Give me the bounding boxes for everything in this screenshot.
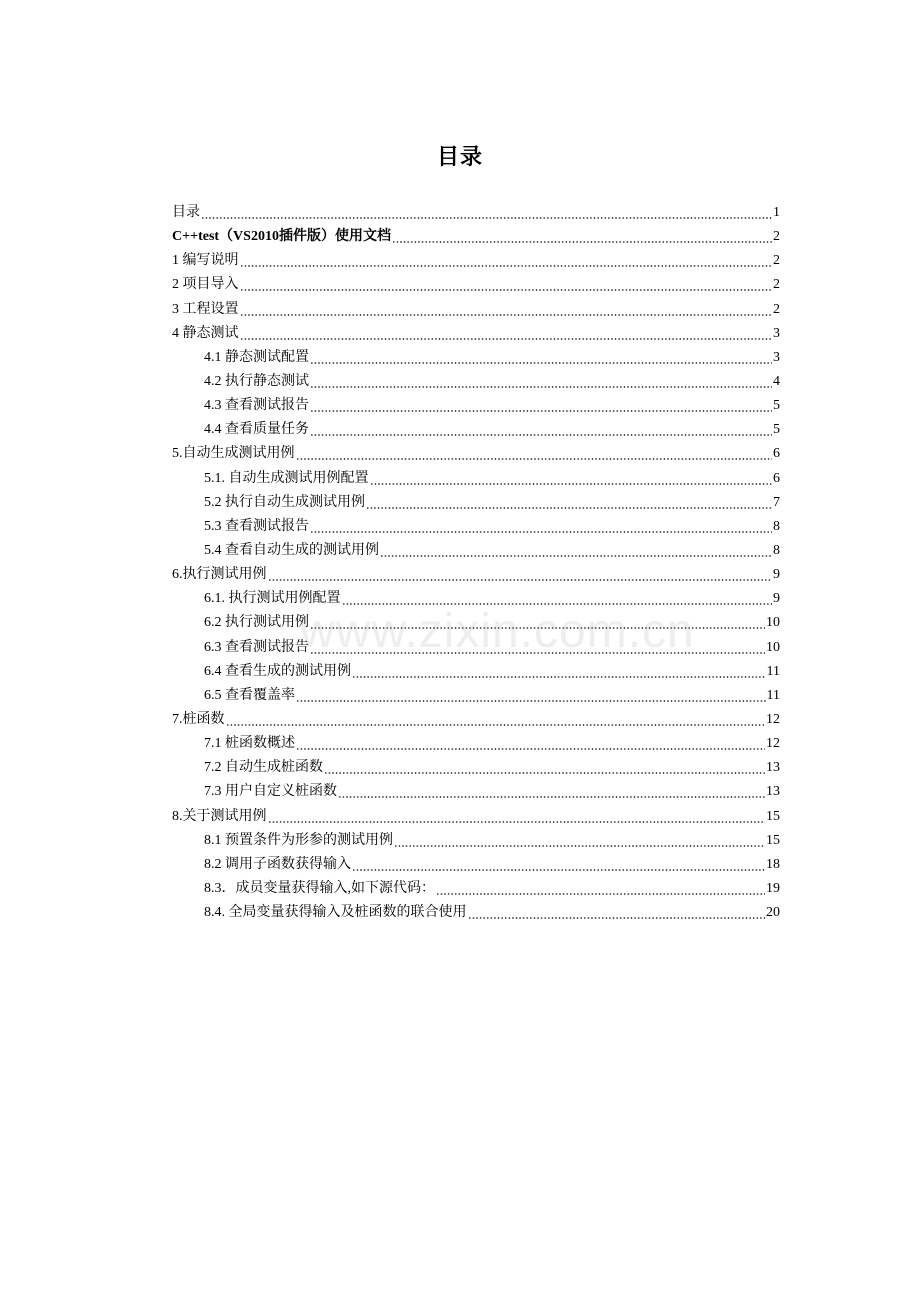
toc-entry-page-number: 7 bbox=[773, 494, 780, 510]
toc-entry-page-number: 13 bbox=[766, 760, 780, 776]
toc-entry-label: 5.3 查看测试报告 bbox=[204, 518, 309, 534]
dot-leader bbox=[338, 795, 765, 799]
toc-entry-page-number: 2 bbox=[773, 229, 780, 245]
toc-entry-label: 4.3 查看测试报告 bbox=[204, 398, 309, 414]
toc-entry[interactable] bbox=[172, 467, 780, 491]
toc-entry[interactable] bbox=[172, 394, 780, 418]
page-title: 目录 bbox=[436, 145, 483, 170]
toc-entry-label: 8.4. 全局变量获得输入及桩函数的联合使用 bbox=[204, 905, 467, 921]
toc-entry[interactable] bbox=[172, 732, 780, 756]
toc-entry-page-number: 12 bbox=[766, 711, 780, 727]
toc-entry-page-number: 12 bbox=[766, 736, 780, 752]
toc-entry-label: 6.1. 执行测试用例配置 bbox=[204, 591, 341, 607]
dot-leader bbox=[436, 892, 765, 896]
toc-entry-label: 8.3．成员变量获得输入,如下源代码： bbox=[204, 880, 435, 896]
toc-entry[interactable] bbox=[172, 877, 780, 901]
dot-leader bbox=[352, 868, 765, 872]
dot-leader bbox=[296, 747, 765, 751]
dot-leader bbox=[268, 820, 766, 824]
dot-leader bbox=[268, 578, 773, 582]
dot-leader bbox=[240, 288, 773, 292]
toc-entry-label: 8.1 预置条件为形参的测试用例 bbox=[204, 832, 393, 848]
toc-entry-label: 5.2 执行自动生成测试用例 bbox=[204, 494, 365, 510]
toc-entry-page-number: 20 bbox=[766, 905, 780, 921]
dot-leader bbox=[324, 771, 765, 775]
watermark: www.zixin.com.cn bbox=[300, 605, 695, 658]
dot-leader bbox=[310, 361, 772, 365]
toc-entry-page-number: 8 bbox=[773, 542, 780, 558]
toc-entry-label: 8.2 调用子函数获得输入 bbox=[204, 856, 351, 872]
toc-entry-page-number: 9 bbox=[773, 591, 780, 607]
toc-entry-page-number: 1 bbox=[773, 205, 780, 220]
toc-entry-label: 7.2 自动生成桩函数 bbox=[204, 760, 323, 776]
dot-leader bbox=[310, 433, 772, 437]
toc-entry[interactable] bbox=[172, 418, 780, 442]
toc-entry-label: 5.1. 自动生成测试用例配置 bbox=[204, 470, 369, 486]
dot-leader bbox=[240, 313, 773, 317]
toc-entry-label: 1 编写说明 bbox=[172, 253, 239, 269]
toc-entry[interactable] bbox=[172, 853, 780, 877]
toc-entry-page-number: 9 bbox=[773, 567, 780, 583]
dot-leader bbox=[310, 530, 772, 534]
toc-entry-label: 2 项目导入 bbox=[172, 277, 239, 293]
dot-leader bbox=[310, 651, 765, 655]
toc-entry-label: 6.2 执行测试用例 bbox=[204, 615, 309, 631]
dot-leader bbox=[296, 457, 773, 461]
toc-entry[interactable] bbox=[172, 587, 780, 611]
toc-entry-page-number: 6 bbox=[773, 470, 780, 486]
dot-leader bbox=[226, 723, 766, 727]
toc-entry-page-number: 4 bbox=[773, 373, 780, 389]
toc-entry[interactable] bbox=[172, 249, 780, 273]
toc-entry-label: 5.自动生成测试用例 bbox=[172, 446, 295, 462]
toc-entry-page-number: 15 bbox=[766, 808, 780, 824]
toc-entry-label: C++test（VS2010插件版）使用文档 bbox=[172, 229, 391, 245]
dot-leader bbox=[468, 916, 766, 920]
dot-leader bbox=[366, 506, 772, 510]
toc-entry-page-number: 11 bbox=[766, 687, 780, 703]
toc-entry-label: 5.4 查看自动生成的测试用例 bbox=[204, 542, 379, 558]
dot-leader bbox=[342, 602, 773, 606]
dot-leader bbox=[296, 699, 766, 703]
toc-entry[interactable] bbox=[172, 708, 780, 732]
toc-entry-page-number: 2 bbox=[773, 277, 780, 293]
toc-entry-label: 4.1 静态测试配置 bbox=[204, 349, 309, 365]
dot-leader bbox=[370, 482, 773, 486]
toc-entry[interactable] bbox=[172, 370, 780, 394]
toc-entry-label: 6.3 查看测试报告 bbox=[204, 639, 309, 655]
toc-entry-label: 6.执行测试用例 bbox=[172, 567, 267, 583]
toc-entry-page-number: 8 bbox=[773, 518, 780, 534]
toc-entry[interactable] bbox=[172, 491, 780, 515]
toc-entry[interactable] bbox=[172, 346, 780, 370]
toc-entry-label: 4.4 查看质量任务 bbox=[204, 422, 309, 438]
dot-leader bbox=[380, 554, 772, 558]
toc-entry-page-number: 10 bbox=[766, 615, 780, 631]
toc-entry[interactable] bbox=[172, 201, 780, 225]
toc-entry[interactable] bbox=[172, 322, 780, 346]
toc-entry-page-number: 5 bbox=[773, 398, 780, 414]
dot-leader bbox=[240, 337, 773, 341]
table-of-contents bbox=[172, 201, 780, 925]
dot-leader bbox=[310, 409, 772, 413]
toc-entry[interactable] bbox=[172, 901, 780, 925]
toc-entry[interactable] bbox=[172, 660, 780, 684]
toc-entry-page-number: 11 bbox=[766, 663, 780, 679]
toc-entry[interactable] bbox=[172, 539, 780, 563]
toc-entry-label: 3 工程设置 bbox=[172, 301, 239, 317]
toc-entry-label: 7.桩函数 bbox=[172, 711, 225, 727]
toc-entry-label: 6.4 查看生成的测试用例 bbox=[204, 663, 351, 679]
toc-entry-label: 4 静态测试 bbox=[172, 325, 239, 341]
toc-entry-label: 目录 bbox=[172, 205, 200, 220]
toc-entry-page-number: 2 bbox=[773, 253, 780, 269]
toc-entry-page-number: 15 bbox=[766, 832, 780, 848]
toc-entry-page-number: 6 bbox=[773, 446, 780, 462]
dot-leader bbox=[310, 626, 765, 630]
toc-entry-page-number: 5 bbox=[773, 422, 780, 438]
toc-entry-page-number: 18 bbox=[766, 856, 780, 872]
toc-entry-label: 4.2 执行静态测试 bbox=[204, 373, 309, 389]
toc-entry[interactable] bbox=[172, 515, 780, 539]
toc-entry[interactable] bbox=[172, 684, 780, 708]
toc-entry[interactable] bbox=[172, 273, 780, 297]
toc-entry-page-number: 13 bbox=[766, 784, 780, 800]
toc-entry[interactable] bbox=[172, 805, 780, 829]
toc-entry[interactable] bbox=[172, 756, 780, 780]
toc-entry-label: 6.5 查看覆盖率 bbox=[204, 687, 295, 703]
dot-leader bbox=[201, 216, 772, 220]
toc-entry[interactable] bbox=[172, 225, 780, 249]
toc-entry-label: 8.关于测试用例 bbox=[172, 808, 267, 824]
dot-leader bbox=[394, 844, 765, 848]
toc-entry[interactable] bbox=[172, 829, 780, 853]
toc-entry[interactable] bbox=[172, 636, 780, 660]
toc-entry-page-number: 3 bbox=[773, 325, 780, 341]
toc-entry[interactable] bbox=[172, 298, 780, 322]
dot-leader bbox=[352, 675, 766, 679]
toc-entry[interactable] bbox=[172, 611, 780, 635]
dot-leader bbox=[310, 385, 772, 389]
toc-entry[interactable] bbox=[172, 442, 780, 466]
toc-entry-page-number: 10 bbox=[766, 639, 780, 655]
dot-leader bbox=[240, 264, 773, 268]
toc-entry[interactable] bbox=[172, 563, 780, 587]
toc-entry[interactable] bbox=[172, 780, 780, 804]
toc-entry-label: 7.1 桩函数概述 bbox=[204, 736, 295, 752]
toc-entry-page-number: 3 bbox=[773, 349, 780, 365]
dot-leader bbox=[392, 240, 772, 244]
toc-entry-label: 7.3 用户自定义桩函数 bbox=[204, 784, 337, 800]
toc-entry-page-number: 19 bbox=[766, 880, 780, 896]
toc-entry-page-number: 2 bbox=[773, 301, 780, 317]
